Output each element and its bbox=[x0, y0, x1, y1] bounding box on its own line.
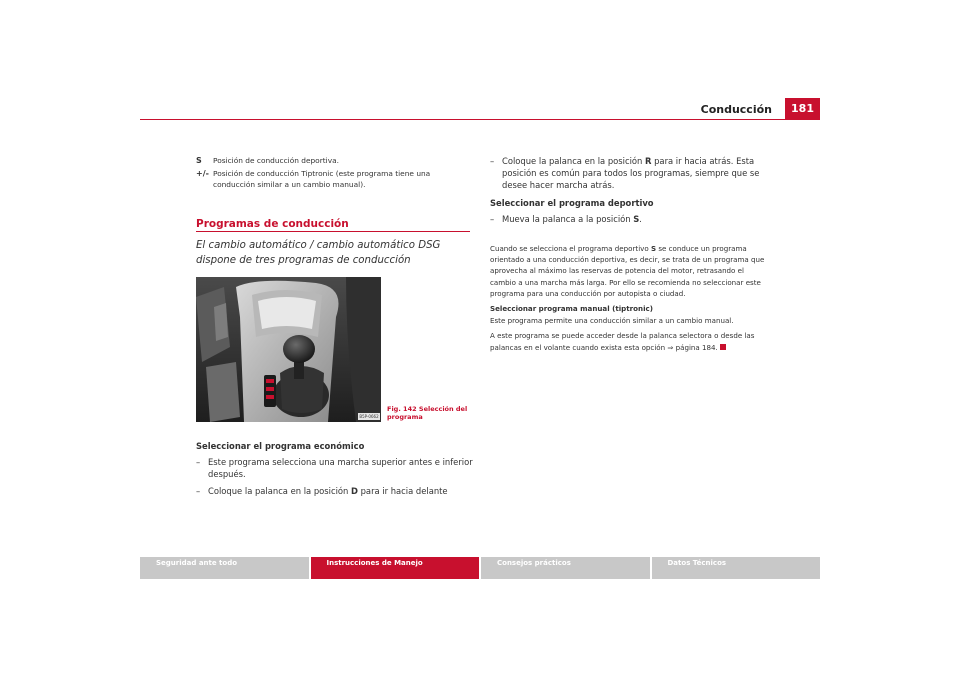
gear-selector-photo bbox=[196, 277, 381, 422]
step-text bbox=[208, 485, 476, 497]
tab-instrucciones[interactable]: Instrucciones de Manejo bbox=[311, 557, 480, 579]
gear-key: D bbox=[351, 486, 358, 496]
step-text-pre: Mueva la palanca a la posición bbox=[502, 214, 634, 224]
step-item bbox=[196, 485, 476, 497]
tab-seguridad[interactable]: Seguridad ante todo bbox=[140, 557, 309, 579]
sport-program-notes bbox=[490, 243, 772, 357]
subsection-heading: Seleccionar el programa económico bbox=[196, 441, 365, 451]
gear-position-list bbox=[196, 155, 472, 192]
definition-key: +/- bbox=[196, 169, 209, 178]
dash-bullet: – bbox=[196, 457, 201, 467]
definition-text: Posición de conducción deportiva. bbox=[213, 156, 339, 165]
gear-key: S bbox=[650, 244, 657, 253]
list-item bbox=[196, 155, 472, 166]
paragraph bbox=[490, 243, 772, 299]
step-item bbox=[490, 213, 774, 225]
section-title: Programas de conducción bbox=[196, 218, 349, 230]
figure-caption: Fig. 142 Selección del programa bbox=[387, 405, 468, 421]
gear-selector-illustration bbox=[196, 277, 381, 422]
section-rule bbox=[196, 231, 470, 232]
paragraph-post: se conduce un programa orientado a una conducción deportiva, es decir, se trata de un programa que aprovecha al máximo las reservas de potencia del motor, retrasando el cambio a una marcha más larga. Por ello se recomienda no seleccionar este programa para una conducción por autopista o ciudad. bbox=[490, 244, 765, 298]
section-subtitle: El cambio automático / cambio automático DSG dispone de tres programas de conducción bbox=[196, 240, 441, 266]
sport-program-section bbox=[490, 155, 774, 225]
subsection-heading: Seleccionar programa manual (tiptronic) bbox=[490, 304, 653, 314]
definition-text: Posición de conducción Tiptronic (este programa tiene una conducción similar a un cambio manual). bbox=[213, 169, 431, 189]
figure-code: B5P-0662 bbox=[359, 414, 379, 419]
step-text-pre: Coloque la palanca en la posición bbox=[208, 486, 351, 496]
dash-bullet: – bbox=[490, 156, 495, 166]
step-text bbox=[502, 213, 774, 225]
step-text bbox=[502, 155, 774, 191]
step-text: Este programa selecciona una marcha superior antes e inferior después. bbox=[208, 457, 473, 479]
header-rule bbox=[140, 119, 820, 120]
economy-program-section bbox=[196, 440, 476, 497]
paragraph: A este programa se puede acceder desde la palanca selectora o desde las palancas en el volante cuando exista esta opción ⇒ página 184. bbox=[490, 331, 755, 352]
paragraph-with-end bbox=[490, 330, 772, 352]
gear-key: R bbox=[645, 156, 652, 166]
step-text-post: para ir hacia delante bbox=[357, 486, 448, 496]
gear-key: S bbox=[633, 214, 640, 224]
paragraph-pre: Cuando se selecciona el programa deportivo bbox=[490, 244, 651, 253]
dash-bullet: – bbox=[490, 214, 495, 224]
dash-bullet: – bbox=[196, 486, 201, 496]
definition-key: S bbox=[196, 156, 202, 165]
end-of-section-icon bbox=[720, 344, 726, 350]
step-text-post: para ir hacia atrás. Esta posición es común para todos los programas, siempre que se desee hacer marcha atrás. bbox=[502, 156, 760, 190]
step-item bbox=[196, 456, 476, 480]
page-number: 181 bbox=[785, 98, 820, 119]
step-text-pre: Coloque la palanca en la posición bbox=[502, 156, 645, 166]
list-item bbox=[196, 168, 472, 190]
paragraph: Este programa permite una conducción similar a un cambio manual. bbox=[490, 316, 734, 326]
step-text-post: . bbox=[639, 214, 642, 224]
tab-datos[interactable]: Datos Técnicos bbox=[652, 557, 821, 579]
tab-consejos[interactable]: Consejos prácticos bbox=[481, 557, 650, 579]
subsection-heading: Seleccionar el programa deportivo bbox=[490, 198, 654, 208]
footer-nav bbox=[140, 557, 820, 579]
chapter-title: Conducción bbox=[700, 103, 772, 116]
step-item bbox=[490, 155, 774, 191]
